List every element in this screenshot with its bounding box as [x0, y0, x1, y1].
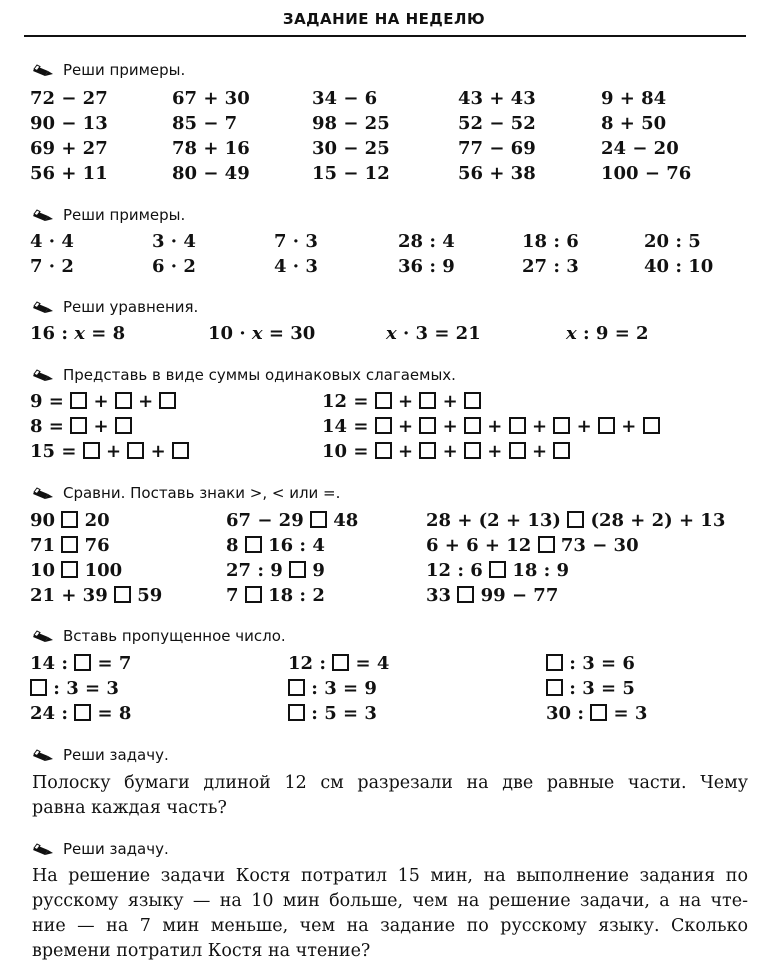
equation-text: · 3 = 21: [396, 323, 481, 344]
missing-item: [30, 703, 131, 724]
plus-sign: +: [138, 391, 154, 412]
answer-box[interactable]: [74, 704, 91, 721]
pencil-icon: [32, 64, 54, 76]
sum-item: [30, 391, 176, 412]
missing-right: = 3: [613, 703, 648, 724]
problem-text: [32, 771, 748, 821]
equation-text: = 8: [84, 323, 126, 344]
compare-item: [426, 585, 558, 606]
answer-box[interactable]: [115, 392, 132, 409]
answer-box[interactable]: [375, 392, 392, 409]
answer-box[interactable]: [127, 442, 144, 459]
example-item: [30, 163, 108, 184]
section-heading-text: Сравни. Поставь знаки >, < или =.: [63, 484, 341, 502]
answer-box[interactable]: [489, 561, 506, 578]
pencil-icon: [32, 209, 54, 221]
example-text: 67 + 30: [172, 88, 250, 109]
section-heading-s6: [32, 627, 286, 645]
example-item: [398, 256, 455, 277]
example-text: 4 · 3: [274, 256, 318, 277]
example-text: 15 − 12: [312, 163, 390, 184]
example-text: 30 − 25: [312, 138, 390, 159]
missing-left: 30 :: [546, 703, 584, 724]
answer-box[interactable]: [115, 417, 132, 434]
answer-box[interactable]: [553, 442, 570, 459]
compare-right: 20: [84, 510, 110, 531]
example-item: [312, 163, 390, 184]
equation-variable: x: [386, 323, 397, 344]
example-item: [458, 138, 536, 159]
compare-left: 67 − 29: [226, 510, 304, 531]
compare-item: [226, 585, 325, 606]
section-heading-s3: [32, 298, 198, 316]
example-text: 43 + 43: [458, 88, 536, 109]
compare-right: 99 − 77: [480, 585, 559, 606]
compare-right: 9: [312, 560, 325, 581]
example-item: [458, 163, 536, 184]
problem-line: русскому языку — на 10 мин больше, чем на решение задачи, а на чте-: [32, 891, 748, 911]
example-item: [312, 113, 390, 134]
answer-box[interactable]: [457, 586, 474, 603]
answer-box[interactable]: [509, 417, 526, 434]
example-text: 77 − 69: [458, 138, 536, 159]
missing-item: [546, 653, 635, 674]
compare-right: 18 : 9: [512, 560, 570, 581]
section-heading-text: Реши примеры.: [63, 61, 186, 79]
plus-sign: +: [105, 441, 122, 462]
example-item: [274, 256, 318, 277]
compare-item: [30, 510, 110, 531]
compare-item: [30, 560, 122, 581]
missing-left: 14 :: [30, 653, 68, 674]
compare-left: 28 + (2 + 13): [426, 510, 561, 531]
equation-item: [566, 323, 649, 344]
plus-sign: +: [621, 416, 637, 437]
missing-item: [30, 653, 131, 674]
section-heading-text: Реши задачу.: [63, 746, 169, 764]
answer-box[interactable]: [546, 679, 563, 696]
missing-right: = 4: [355, 653, 390, 674]
sum-item: [30, 441, 189, 462]
plus-sign: +: [397, 391, 414, 412]
example-item: [172, 113, 237, 134]
example-item: [172, 88, 250, 109]
example-text: 27 : 3: [522, 256, 579, 277]
compare-left: 90: [30, 510, 56, 531]
sum-item: [30, 416, 132, 437]
answer-box[interactable]: [70, 417, 87, 434]
compare-right: 18 : 2: [268, 585, 325, 606]
answer-box[interactable]: [509, 442, 526, 459]
answer-box[interactable]: [289, 561, 306, 578]
answer-box[interactable]: [567, 511, 584, 528]
answer-box[interactable]: [375, 442, 392, 459]
section-heading-s4: [32, 366, 456, 384]
missing-item: [546, 678, 635, 699]
plus-sign: +: [442, 441, 458, 462]
answer-box[interactable]: [74, 654, 91, 671]
example-item: [644, 231, 701, 252]
sum-number: 10 =: [322, 441, 369, 462]
sum-number: 9 =: [30, 391, 64, 412]
pencil-icon: [32, 369, 54, 381]
example-text: 7 · 2: [30, 256, 74, 277]
answer-box[interactable]: [419, 392, 436, 409]
example-text: 18 : 6: [522, 231, 579, 252]
compare-right: 73 − 30: [560, 535, 639, 556]
compare-item: [426, 510, 725, 531]
missing-item: [288, 653, 389, 674]
answer-box[interactable]: [61, 536, 78, 553]
plus-sign: +: [442, 416, 458, 437]
answer-box[interactable]: [30, 679, 47, 696]
plus-sign: +: [93, 416, 109, 437]
answer-box[interactable]: [464, 417, 481, 434]
example-item: [601, 163, 691, 184]
equation-text: 10 ·: [208, 323, 252, 344]
plus-sign: +: [531, 441, 548, 462]
answer-box[interactable]: [61, 561, 78, 578]
missing-right: = 8: [97, 703, 132, 724]
compare-right: 100: [84, 560, 123, 581]
answer-box[interactable]: [598, 417, 615, 434]
answer-box[interactable]: [310, 511, 327, 528]
example-text: 40 : 10: [644, 256, 714, 277]
example-text: 36 : 9: [398, 256, 455, 277]
compare-item: [226, 535, 325, 556]
answer-box[interactable]: [464, 392, 481, 409]
problem-line: ние — на 7 мин меньше, чем на задание по русскому языку. Сколько: [32, 916, 748, 936]
plus-sign: +: [531, 416, 548, 437]
missing-right: = 7: [97, 653, 132, 674]
answer-box[interactable]: [245, 586, 262, 603]
pencil-icon: [32, 843, 54, 855]
example-text: 24 − 20: [601, 138, 679, 159]
example-item: [312, 88, 377, 109]
pencil-icon: [32, 487, 54, 499]
equation-item: [386, 323, 481, 344]
answer-box[interactable]: [288, 679, 305, 696]
compare-item: [426, 535, 639, 556]
example-item: [601, 88, 666, 109]
example-text: 9 + 84: [601, 88, 667, 109]
example-item: [172, 138, 250, 159]
compare-right: 76: [84, 535, 110, 556]
answer-box[interactable]: [419, 417, 436, 434]
compare-item: [226, 510, 358, 531]
example-text: 4 · 4: [30, 231, 74, 252]
answer-box[interactable]: [590, 704, 607, 721]
plus-sign: +: [397, 441, 414, 462]
equation-item: [30, 323, 125, 344]
compare-left: 33: [426, 585, 452, 606]
answer-box[interactable]: [172, 442, 189, 459]
equation-item: [208, 323, 315, 344]
example-text: 56 + 38: [458, 163, 536, 184]
section-heading-s7: [32, 746, 169, 764]
compare-right: 48: [333, 510, 359, 531]
sum-number: 15 =: [30, 441, 77, 462]
section-heading-text: Вставь пропущенное число.: [63, 627, 286, 645]
pencil-icon: [32, 301, 54, 313]
section-heading-text: Реши уравнения.: [63, 298, 199, 316]
example-item: [30, 231, 74, 252]
example-item: [172, 163, 250, 184]
sum-number: 12 =: [322, 391, 369, 412]
example-text: 69 + 27: [30, 138, 108, 159]
plus-sign: +: [397, 416, 414, 437]
title-rule: [24, 35, 746, 37]
missing-item: [288, 678, 377, 699]
example-item: [152, 256, 196, 277]
sum-number: 8 =: [30, 416, 64, 437]
example-text: 20 : 5: [644, 231, 701, 252]
problem-line: На решение задачи Костя потратил 15 мин, на выполнение задания по: [32, 866, 748, 886]
pencil-icon: [32, 630, 54, 642]
example-text: 72 − 27: [30, 88, 108, 109]
example-item: [30, 88, 108, 109]
compare-left: 27 : 9: [226, 560, 283, 581]
missing-left: 24 :: [30, 703, 68, 724]
example-text: 7 · 3: [274, 231, 318, 252]
compare-left: 8: [226, 535, 239, 556]
answer-box[interactable]: [375, 417, 392, 434]
missing-item: [30, 678, 119, 699]
equation-variable: x: [566, 323, 577, 344]
missing-right: : 3 = 6: [569, 653, 635, 674]
missing-right: : 3 = 3: [53, 678, 119, 699]
example-item: [522, 231, 579, 252]
answer-box[interactable]: [245, 536, 262, 553]
section-heading-text: Реши примеры.: [63, 206, 186, 224]
answer-box[interactable]: [546, 654, 563, 671]
example-item: [601, 138, 679, 159]
answer-box[interactable]: [419, 442, 436, 459]
equation-text: : 9 = 2: [576, 323, 649, 344]
example-item: [152, 231, 196, 252]
compare-item: [30, 585, 162, 606]
plus-sign: +: [93, 391, 109, 412]
equation-text: = 30: [262, 323, 316, 344]
example-item: [398, 231, 455, 252]
equation-text: 16 :: [30, 323, 75, 344]
compare-item: [30, 535, 110, 556]
answer-box[interactable]: [61, 511, 78, 528]
section-heading-s8: [32, 840, 169, 858]
plus-sign: +: [576, 416, 592, 437]
example-text: 3 · 4: [152, 231, 196, 252]
example-item: [274, 231, 318, 252]
missing-right: : 5 = 3: [311, 703, 377, 724]
compare-item: [426, 560, 569, 581]
answer-box[interactable]: [553, 417, 570, 434]
answer-box[interactable]: [538, 536, 555, 553]
missing-item: [288, 703, 377, 724]
plus-sign: +: [150, 441, 166, 462]
compare-item: [226, 560, 325, 581]
answer-box[interactable]: [70, 392, 87, 409]
answer-box[interactable]: [464, 442, 481, 459]
missing-right: : 3 = 9: [311, 678, 377, 699]
example-item: [458, 88, 536, 109]
compare-right: 59: [137, 585, 163, 606]
answer-box[interactable]: [288, 704, 305, 721]
compare-left: 10: [30, 560, 56, 581]
example-text: 56 + 11: [30, 163, 108, 184]
example-text: 6 · 2: [152, 256, 196, 277]
example-item: [644, 256, 713, 277]
problem-text: [32, 864, 748, 964]
sum-number: 14 =: [322, 416, 369, 437]
example-text: 100 − 76: [601, 163, 692, 184]
answer-box[interactable]: [83, 442, 100, 459]
compare-left: 71: [30, 535, 56, 556]
compare-right: (28 + 2) + 13: [590, 510, 726, 531]
example-text: 52 − 52: [458, 113, 536, 134]
example-item: [30, 138, 108, 159]
answer-box[interactable]: [114, 586, 131, 603]
problem-line: равна каждая часть?: [32, 798, 227, 818]
plus-sign: +: [487, 441, 503, 462]
example-item: [312, 138, 390, 159]
plus-sign: +: [442, 391, 458, 412]
example-item: [458, 113, 536, 134]
example-text: 28 : 4: [398, 231, 455, 252]
missing-right: : 3 = 5: [569, 678, 635, 699]
sum-item: [322, 416, 660, 437]
example-text: 34 − 6: [312, 88, 378, 109]
example-text: 80 − 49: [172, 163, 250, 184]
section-heading-s2: [32, 206, 185, 224]
example-item: [30, 113, 108, 134]
example-item: [30, 256, 74, 277]
section-heading-text: Реши задачу.: [63, 840, 169, 858]
sum-item: [322, 391, 481, 412]
section-heading-text: Представь в виде суммы одинаковых слагаемых.: [63, 366, 456, 384]
answer-box[interactable]: [643, 417, 660, 434]
section-heading-s5: [32, 484, 340, 502]
compare-right: 16 : 4: [268, 535, 325, 556]
page-title: ЗАДАНИЕ НА НЕДЕЛЮ: [282, 10, 486, 28]
section-heading-s1: [32, 61, 185, 79]
example-item: [522, 256, 579, 277]
missing-item: [546, 703, 647, 724]
example-text: 90 − 13: [30, 113, 108, 134]
plus-sign: +: [487, 416, 503, 437]
compare-left: 12 : 6: [426, 560, 483, 581]
example-text: 98 − 25: [312, 113, 390, 134]
compare-left: 6 + 6 + 12: [426, 535, 532, 556]
equation-variable: x: [74, 323, 85, 344]
answer-box[interactable]: [332, 654, 349, 671]
problem-line: времени потратил Костя на чтение?: [32, 941, 371, 961]
example-text: 78 + 16: [172, 138, 250, 159]
compare-left: 21 + 39: [30, 585, 108, 606]
compare-left: 7: [226, 585, 239, 606]
sum-item: [322, 441, 570, 462]
missing-left: 12 :: [288, 653, 326, 674]
problem-line: Полоску бумаги длиной 12 см разрезали на две равные части. Чему: [32, 773, 748, 793]
answer-box[interactable]: [159, 392, 176, 409]
example-text: 8 + 50: [601, 113, 667, 134]
equation-variable: x: [251, 323, 263, 344]
pencil-icon: [32, 749, 54, 761]
example-item: [601, 113, 666, 134]
example-text: 85 − 7: [172, 113, 238, 134]
